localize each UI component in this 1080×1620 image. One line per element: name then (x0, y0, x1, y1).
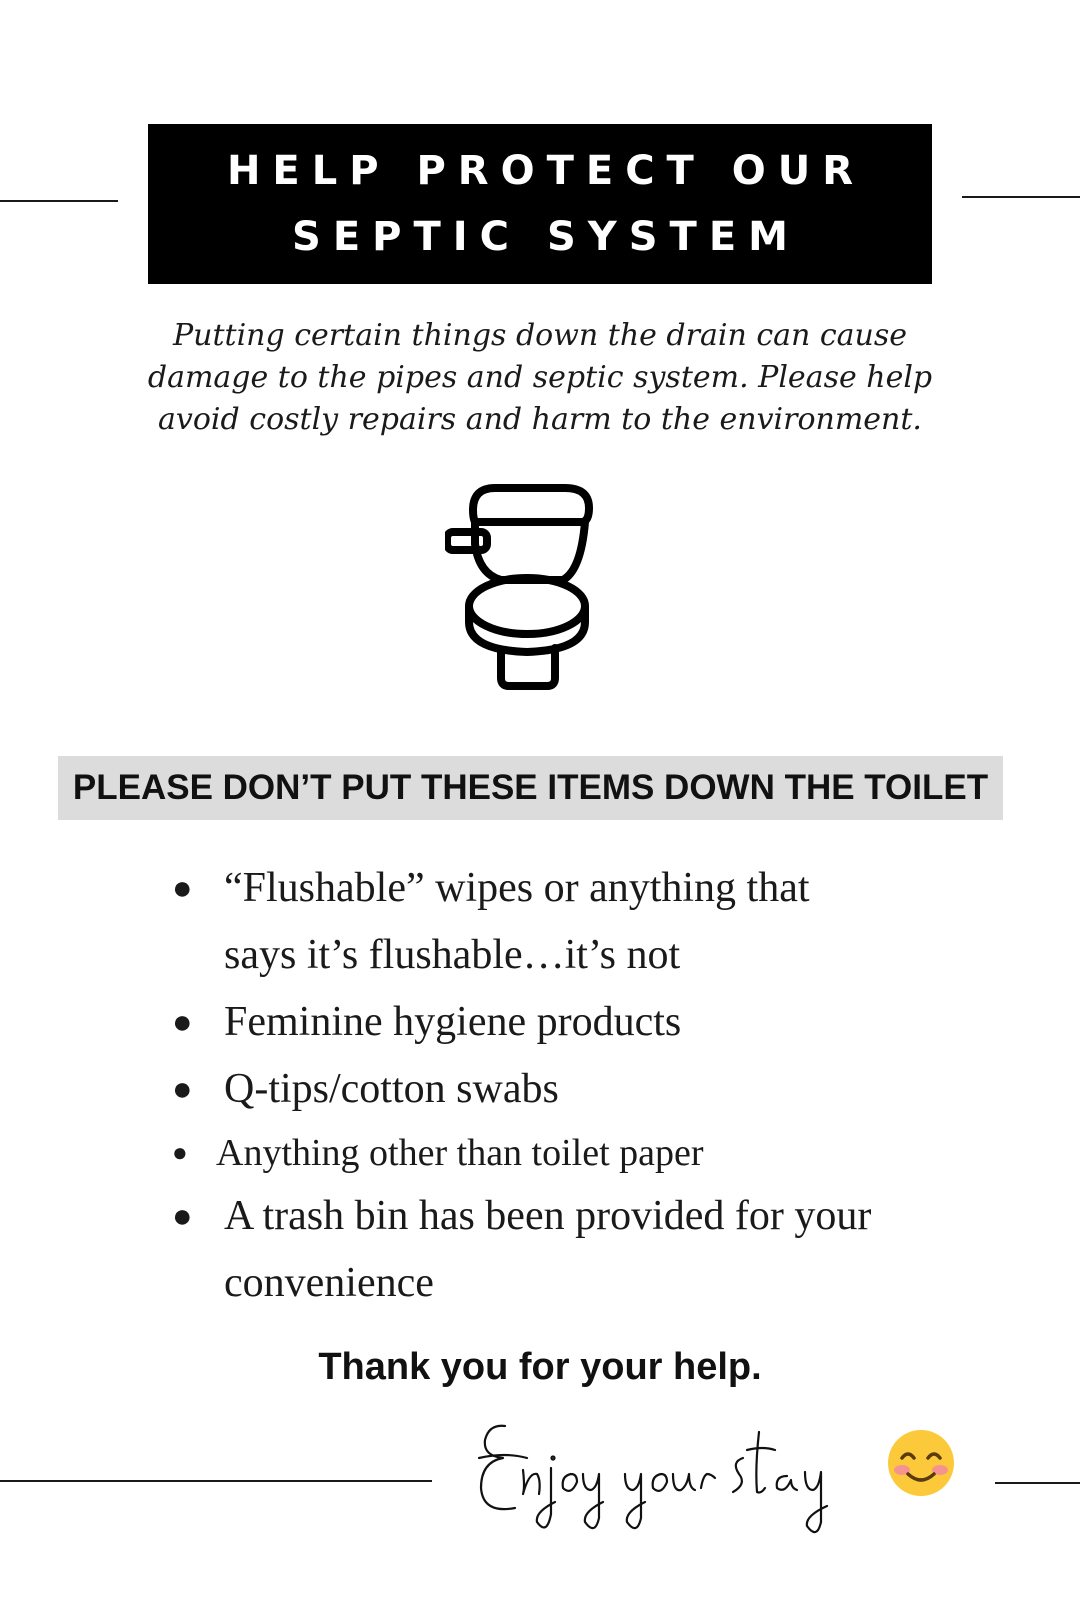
bullet-icon: ● (172, 870, 193, 907)
top-left-rule (0, 200, 118, 202)
title-line-1: HELP PROTECT OUR (226, 148, 866, 194)
items-list (170, 855, 1030, 1317)
toilet-icon (445, 482, 615, 692)
bottom-right-rule (995, 1482, 1080, 1484)
list-item (170, 1183, 904, 1317)
list-item-text: Q-tips/cotton swabs (224, 1066, 559, 1112)
intro-line-3: avoid costly repairs and harm to the environment. (158, 402, 922, 437)
intro-paragraph (100, 315, 980, 441)
title-line-2: SEPTIC SYSTEM (292, 214, 800, 260)
list-item (170, 1056, 1030, 1123)
bullet-icon: ● (172, 1138, 188, 1167)
bullet-icon: ● (172, 1198, 193, 1235)
bottom-left-rule (0, 1480, 432, 1482)
banner-text: PLEASE DON’T PUT THESE ITEMS DOWN THE TOILET (72, 768, 989, 807)
smiling-face-emoji-icon (886, 1428, 956, 1498)
warning-banner (58, 756, 1003, 820)
list-item (170, 1123, 1030, 1183)
thank-you-text: Thank you for your help. (318, 1346, 762, 1388)
title-box (148, 124, 932, 284)
intro-line-2: damage to the pipes and septic system. Please help (147, 360, 933, 395)
list-item-text: Anything other than toilet paper (216, 1132, 704, 1174)
bullet-icon: ● (172, 1004, 193, 1041)
intro-line-1: Putting certain things down the drain can cause (172, 318, 908, 353)
enjoy-your-stay-signature (475, 1418, 885, 1538)
list-item-text: A trash bin has been provided for your convenience (224, 1193, 872, 1306)
list-item-text: “Flushable” wipes or anything that says it’s flushable…it’s not (224, 865, 810, 978)
bullet-icon: ● (172, 1071, 193, 1108)
list-item (170, 989, 1030, 1056)
top-right-rule (962, 196, 1080, 198)
list-item-text: Feminine hygiene products (224, 999, 682, 1045)
list-item (170, 855, 874, 989)
